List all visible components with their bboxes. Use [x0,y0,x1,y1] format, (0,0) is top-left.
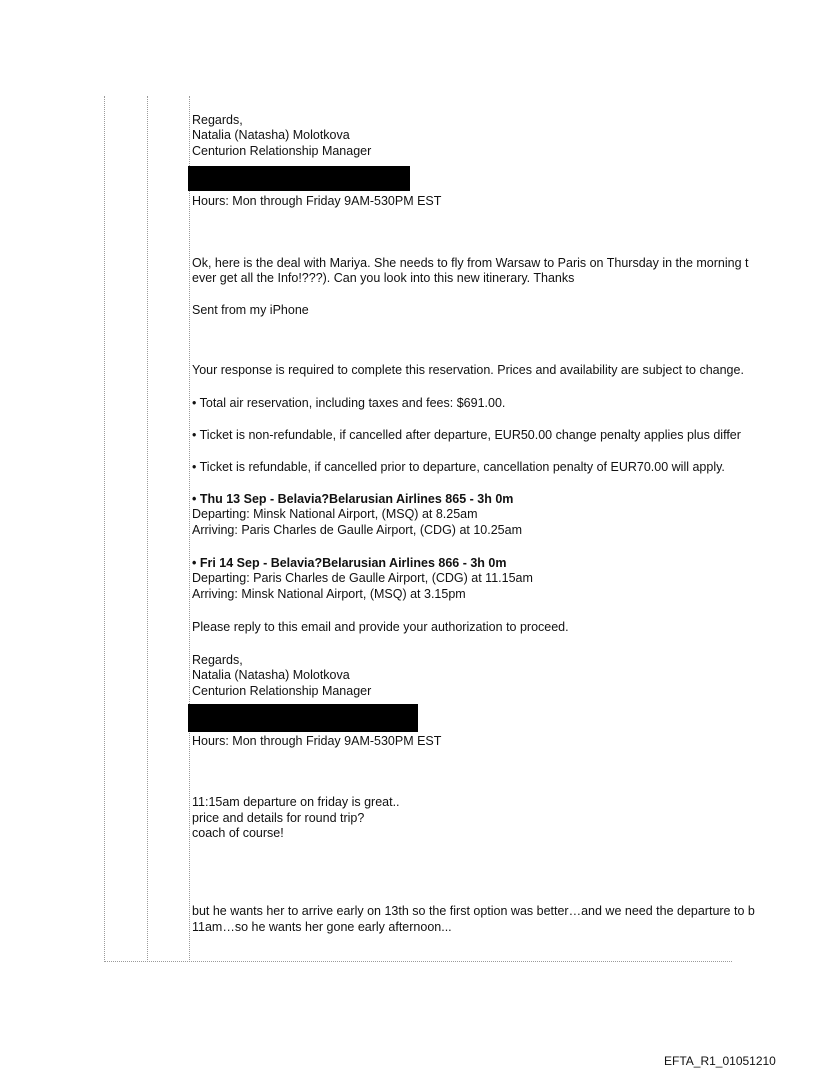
signature-regards: Regards, [192,113,243,127]
signature-hours: Hours: Mon through Friday 9AM-530PM EST [192,194,442,208]
signature-title: Centurion Relationship Manager [192,144,372,158]
flight-2-title: • Fri 14 Sep - Belavia?Belarusian Airlines 866 - 3h 0m [192,556,507,570]
quote-border-2 [147,96,148,962]
bullet-total: • Total air reservation, including taxes and fees: $691.00. [192,396,506,410]
message-text-line: price and details for round trip? [192,811,365,825]
flight-2-departing: Departing: Paris Charles de Gaulle Airport, (CDG) at 11.15am [192,571,533,585]
message-text-line: 11:15am departure on friday is great.. [192,795,400,809]
redaction-box [188,704,418,732]
quote-border-3 [189,96,190,962]
message-text-line: Ok, here is the deal with Mariya. She needs to fly from Warsaw to Paris on Thursday in the morning t [192,256,749,270]
quote-bottom-border [104,961,732,962]
bullet-nonrefundable: • Ticket is non-refundable, if cancelled after departure, EUR50.00 change penalty applies plus differ [192,428,741,442]
message-text-line: but he wants her to arrive early on 13th so the first option was better…and we need the departure to b [192,904,755,918]
message-text-line: 11am…so he wants her gone early afternoon... [192,920,452,934]
flight-1-arriving: Arriving: Paris Charles de Gaulle Airport, (CDG) at 10.25am [192,523,522,537]
message-text-line: coach of course! [192,826,284,840]
redaction-box [188,166,410,191]
message-text-line: ever get all the Info!???). Can you look into this new itinerary. Thanks [192,271,575,285]
flight-1-departing: Departing: Minsk National Airport, (MSQ) at 8.25am [192,507,478,521]
reservation-intro: Your response is required to complete this reservation. Prices and availability are subject to change. [192,363,744,377]
signature-hours: Hours: Mon through Friday 9AM-530PM EST [192,734,442,748]
document-id-footer: EFTA_R1_01051210 [664,1054,776,1068]
signature-regards: Regards, [192,653,243,667]
bullet-refundable: • Ticket is refundable, if cancelled prior to departure, cancellation penalty of EUR70.00 will apply. [192,460,725,474]
signature-name: Natalia (Natasha) Molotkova [192,668,350,682]
reply-request: Please reply to this email and provide your authorization to proceed. [192,620,569,634]
signature-title: Centurion Relationship Manager [192,684,372,698]
signature-name: Natalia (Natasha) Molotkova [192,128,350,142]
quote-border-1 [104,96,105,962]
sent-from-iphone: Sent from my iPhone [192,303,309,317]
flight-1-title: • Thu 13 Sep - Belavia?Belarusian Airlines 865 - 3h 0m [192,492,514,506]
flight-2-arriving: Arriving: Minsk National Airport, (MSQ) at 3.15pm [192,587,466,601]
